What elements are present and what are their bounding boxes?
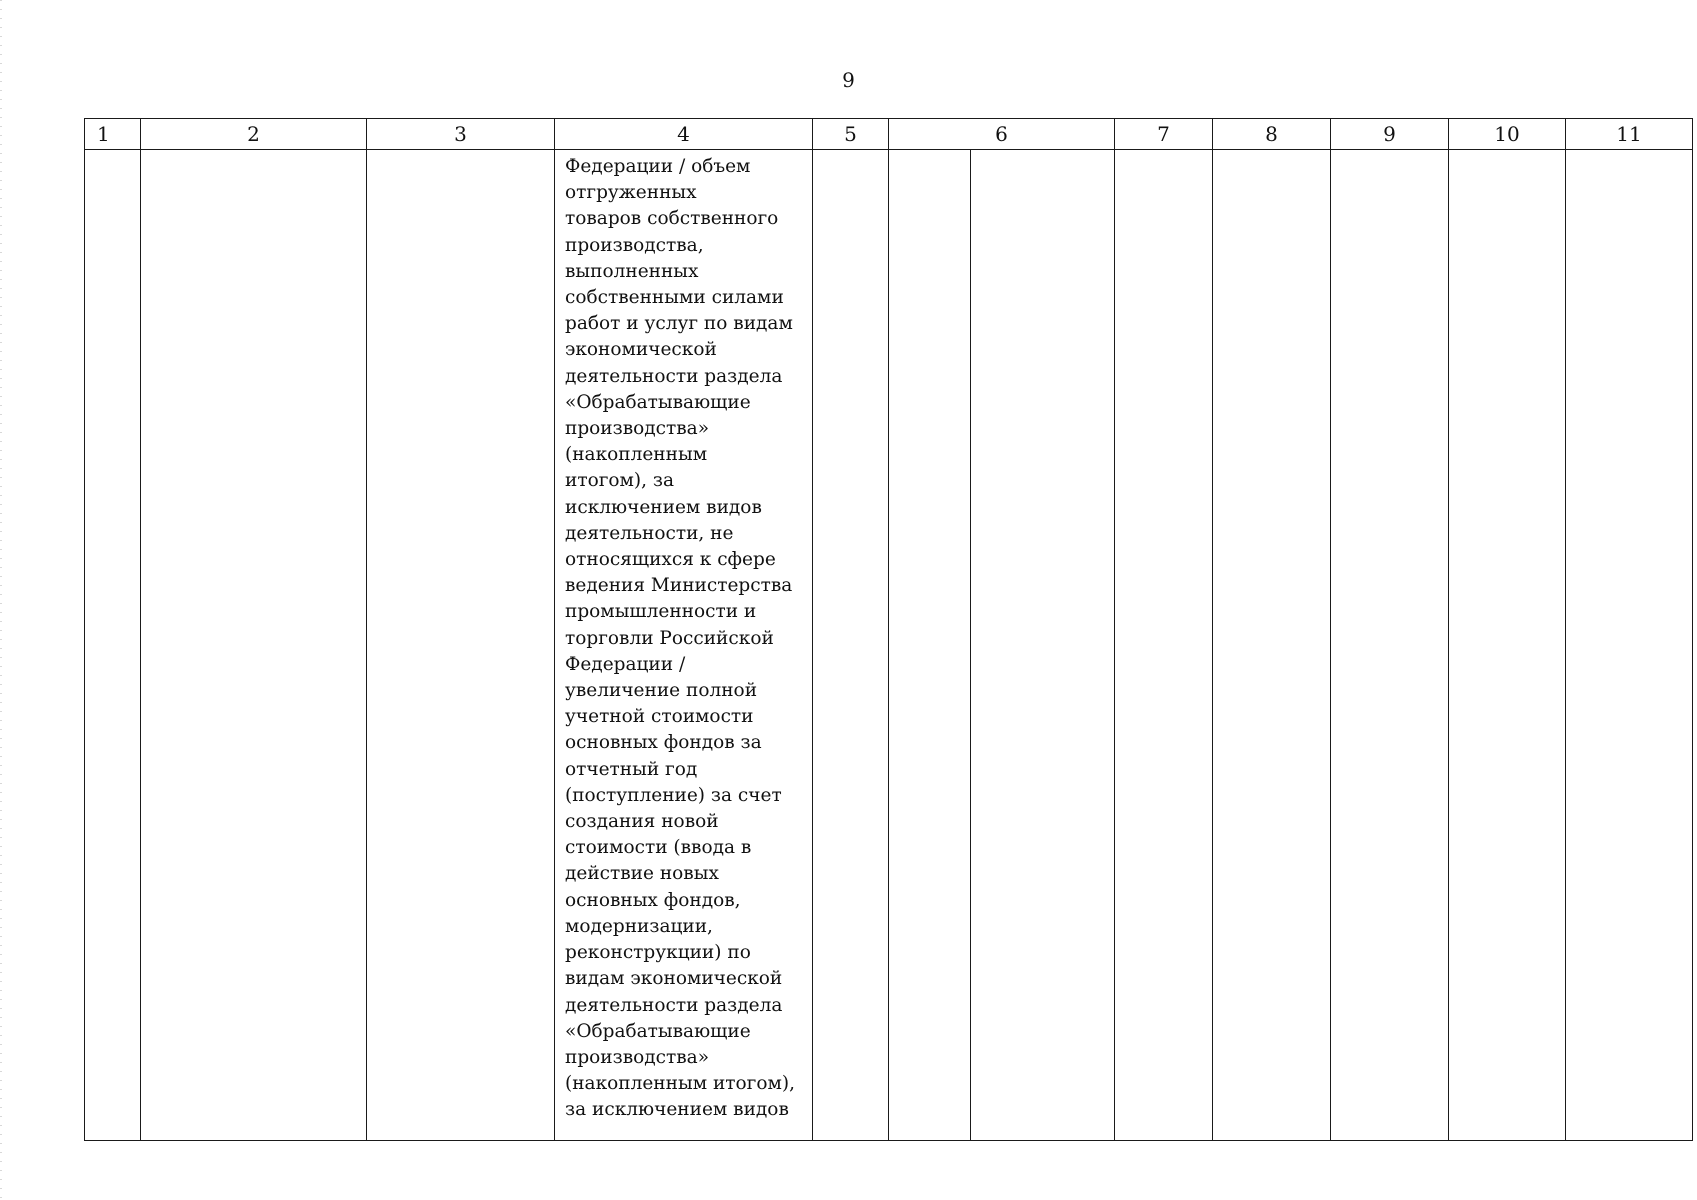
cell-col-4 <box>555 150 813 1141</box>
column-header-6: 6 <box>889 119 1115 150</box>
header-row <box>85 119 1693 150</box>
page-number: 9 <box>842 68 855 92</box>
cell-col-6a <box>889 150 971 1141</box>
cell-col-2 <box>141 150 367 1141</box>
column-header-8: 8 <box>1213 119 1331 150</box>
document-table <box>84 118 1693 1141</box>
column-header-9: 9 <box>1331 119 1449 150</box>
cell-col-8 <box>1213 150 1331 1141</box>
cell-col-11 <box>1566 150 1693 1141</box>
column-header-2: 2 <box>141 119 367 150</box>
column-header-7: 7 <box>1115 119 1213 150</box>
document-table-wrapper <box>84 118 1692 1141</box>
column-header-1: 1 <box>85 119 141 150</box>
cell-col-5 <box>813 150 889 1141</box>
cell-col-9 <box>1331 150 1449 1141</box>
column-header-3: 3 <box>367 119 555 150</box>
column-header-11: 11 <box>1566 119 1693 150</box>
column-header-10: 10 <box>1449 119 1566 150</box>
table-row <box>85 150 1693 1141</box>
indicator-description: Федерации / объем отгруженных товаров собственного производства, выполненных собственными силами работ и услуг по видам экономической деятельности раздела «Обрабатывающие производства» (накопленным итогом), за исключением видов деятельности, не относящихся к сфере ведения Министерства промышленности и торговли Российской Федерации / увеличение полной учетной стоимости основных фондов за отчетный год (поступление) за счет создания новой стоимости (ввода в действие новых основных фондов, модернизации, реконструкции) по видам экономической деятельности раздела «Обрабатывающие производства» (накопленным итогом), за исключением видов <box>565 156 795 1121</box>
scan-edge <box>0 0 2 1200</box>
column-header-4: 4 <box>555 119 813 150</box>
cell-col-7 <box>1115 150 1213 1141</box>
column-header-5: 5 <box>813 119 889 150</box>
cell-col-1 <box>85 150 141 1141</box>
cell-col-3 <box>367 150 555 1141</box>
cell-col-10 <box>1449 150 1566 1141</box>
cell-col-6b <box>971 150 1115 1141</box>
